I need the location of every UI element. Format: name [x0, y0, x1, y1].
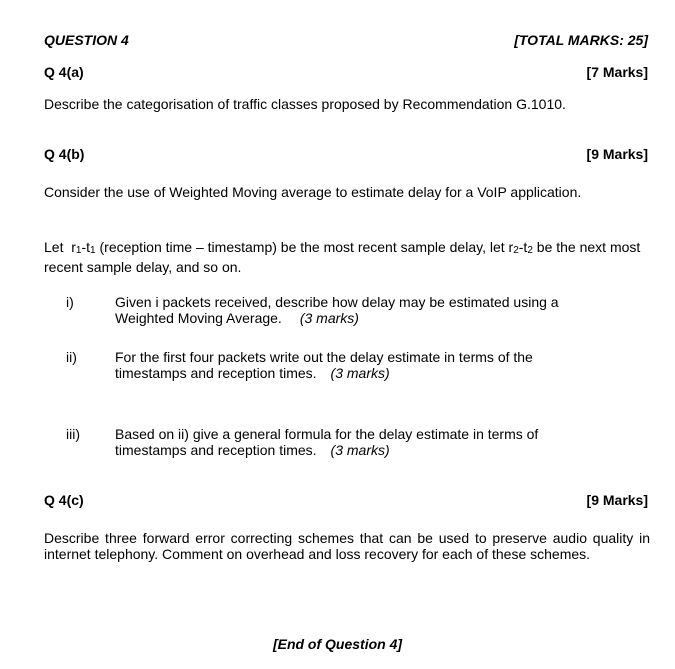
total-marks: [TOTAL MARKS: 25] — [514, 32, 648, 48]
item-text: Given i packets received, describe how delay may be estimated using a Weighted Moving Average. (3 marks) — [115, 294, 559, 326]
item-marks: (3 marks) — [330, 442, 390, 458]
question-title: QUESTION 4 — [44, 32, 129, 48]
part-a-marks: [7 Marks] — [586, 64, 648, 80]
part-a-text: Describe the categorisation of traffic classes proposed by Recommendation G.1010. — [44, 96, 566, 112]
part-c-text: Describe three forward error correcting schemes that can be used to preserve audio quality in internet telephony. Comment on overhead and loss recovery for each of these schemes. — [44, 530, 650, 562]
item-number: i) — [66, 294, 74, 310]
item-text: For the first four packets write out the delay estimate in terms of the timestamps and reception times. (3 marks) — [115, 349, 533, 381]
part-c-label: Q 4(c) — [44, 492, 84, 508]
part-a-label: Q 4(a) — [44, 64, 84, 80]
part-b-label: Q 4(b) — [44, 146, 85, 162]
question-header — [44, 32, 648, 50]
item-marks: (3 marks) — [330, 365, 390, 381]
item-marks: (3 marks) — [299, 310, 359, 326]
part-b-intro: Consider the use of Weighted Moving average to estimate delay for a VoIP application. — [44, 184, 582, 200]
part-a-header — [44, 64, 648, 82]
part-c-marks: [9 Marks] — [586, 492, 648, 508]
item-number: iii) — [66, 426, 80, 442]
item-number: ii) — [66, 349, 77, 365]
end-of-question: [End of Question 4] — [272, 636, 403, 652]
part-b-let-paragraph: Let r1-t1 (reception time – timestamp) be the most recent sample delay, let r2-t2 be the next most recent sample delay, and so on. — [44, 239, 641, 275]
part-b-marks: [9 Marks] — [586, 146, 648, 162]
part-c-header — [44, 492, 648, 510]
item-text: Based on ii) give a general formula for the delay estimate in terms of timestamps and reception times. (3 marks) — [115, 426, 539, 458]
part-b-header — [44, 146, 648, 164]
